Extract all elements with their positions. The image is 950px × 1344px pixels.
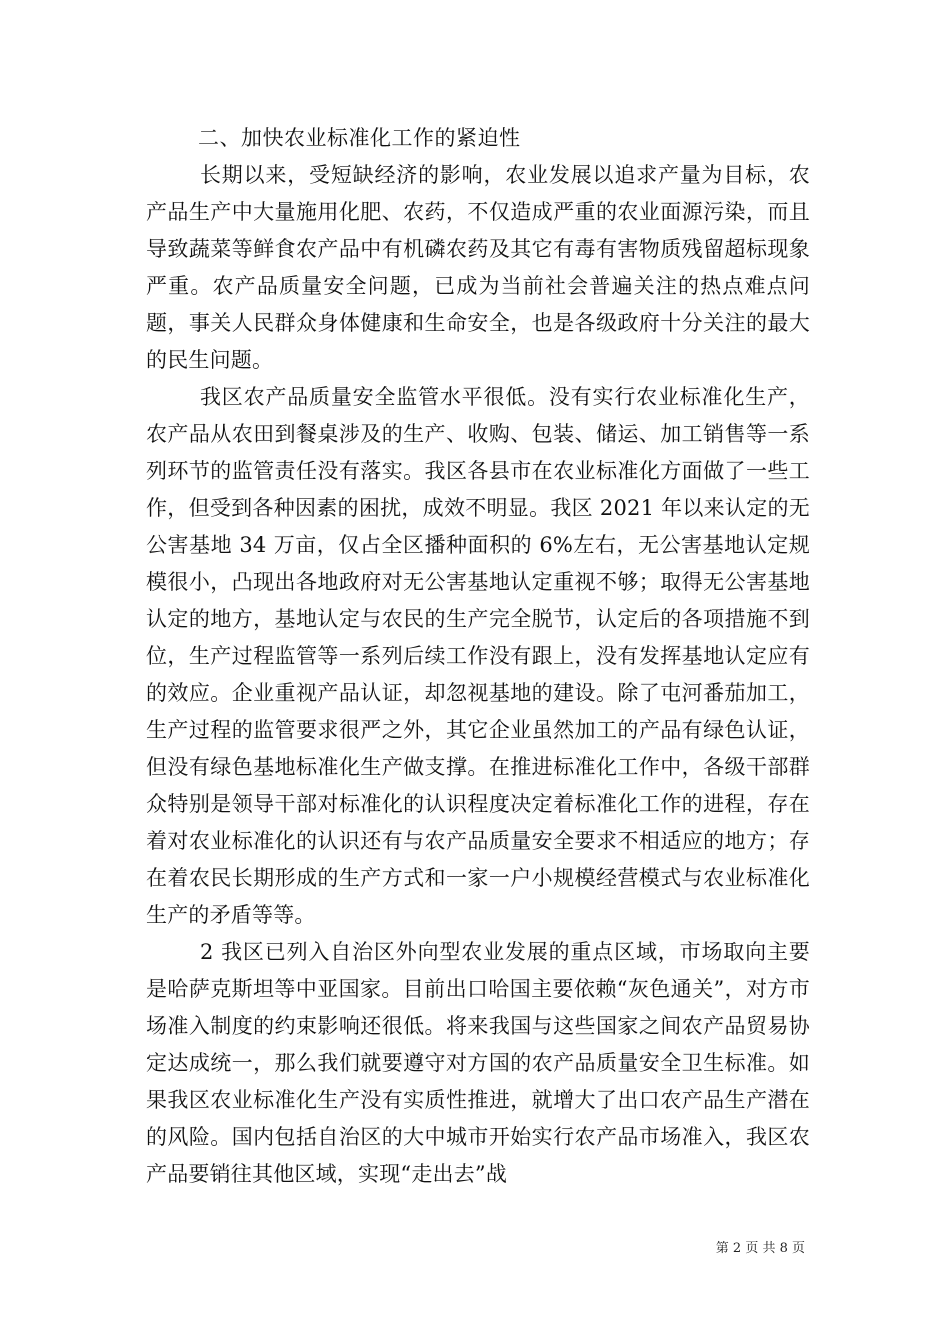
paragraph-background: 长期以来，受短缺经济的影响，农业发展以追求产量为目标，农产品生产中大量施用化肥、农药，不仅造成严重的农业面源污染，而且导致蔬菜等鲜食农产品中有机磷农药及其它有毒有害物质残留超标现象严重。农产品质量安全问题，已成为当前社会普遍关注的热点难点问题，事关人民群众身体健康和生命安全，也是各级政府十分关注的最大的民生问题。: [146, 163, 810, 372]
page-number: 第 2 页 共 8 页: [715, 1241, 805, 1256]
paragraph-supervision: 我区农产品质量安全监管水平很低。没有实行农业标准化生产，农产品从农田到餐桌涉及的生产、收购、包装、储运、加工销售等一系列环节的监管责任没有落实。我区各县市在农业标准化方面做了一些工作，但受到各种因素的困扰，成效不明显。我区 2021 年以来认定的无公害基地 34 万亩，仅占全区播种面积的 6%左右，无公害基地认定规模很小，凸现出各地政府对无公害基地认定重视不够；取得无公害基地认定的地方，基地认定与农民的生产完全脱节，认定后的各项措施不到位，生产过程监管等一系列后续工作没有跟上，没有发挥基地认定应有的效应。企业重视产品认证，却忽视基地的建设。除了屯河番茄加工，生产过程的监管要求很严之外，其它企业虽然加工的产品有绿色认证，但没有绿色基地标准化生产做支撑。在推进标准化工作中，各级干部群众特别是领导干部对标准化的认识程度决定着标准化工作的进程，存在着对农业标准化的认识还有与农产品质量安全要求不相适应的地方；存在着农民长期形成的生产方式和一家一户小规模经营模式与农业标准化生产的矛盾等等。: [146, 385, 810, 927]
section-heading: 二、加快农业标准化工作的紧迫性: [198, 126, 521, 150]
paragraph-export: 2 我区已列入自治区外向型农业发展的重点区域，市场取向主要是哈萨克斯坦等中亚国家。目前出口哈国主要依赖“灰色通关”，对方市场准入制度的约束影响还很低。将来我国与这些国家之间农产品贸易协定达成统一，那么我们就要遵守对方国的农产品质量安全卫生标准。如果我区农业标准化生产没有实质性推进，就增大了出口农产品生产潜在的风险。国内包括自治区的大中城市开始实行农产品市场准入，我区农产品要销往其他区域，实现“走出去”战: [146, 940, 810, 1186]
document-body: [146, 120, 810, 1193]
